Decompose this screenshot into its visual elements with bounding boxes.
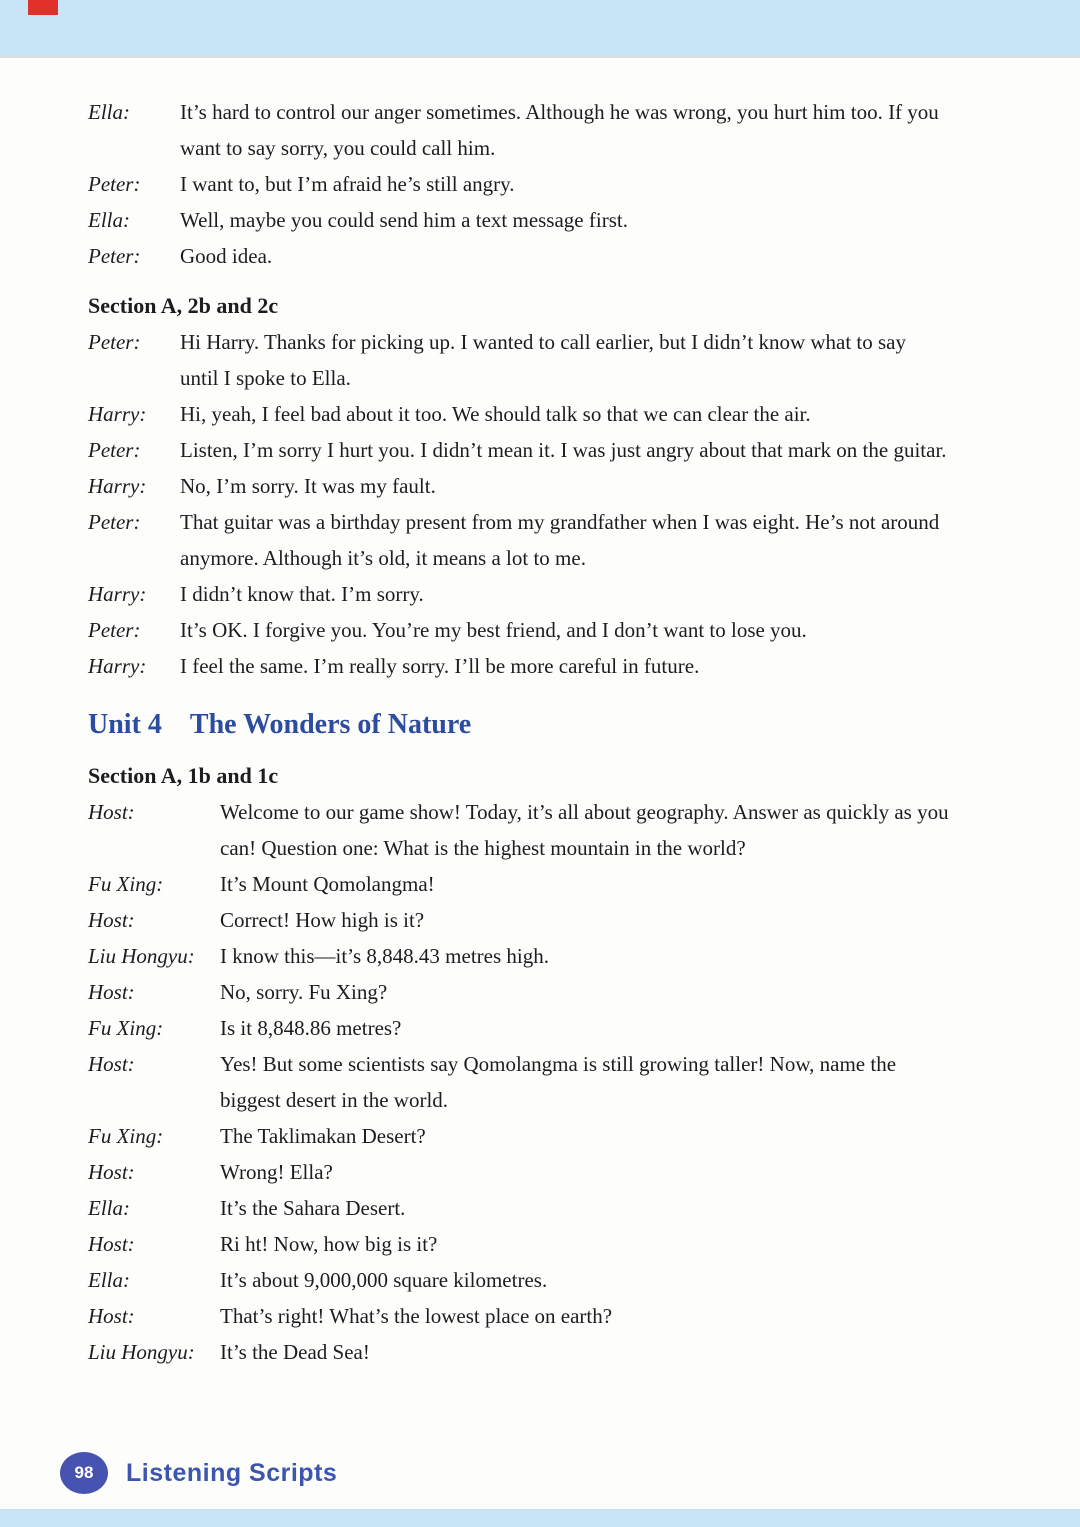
dialogue-text: I feel the same. I’m really sorry. I’ll be more careful in future. bbox=[180, 654, 700, 678]
speaker-name: Harry: bbox=[88, 582, 147, 606]
dialogue-line bbox=[88, 432, 993, 468]
speaker-name: Host: bbox=[88, 800, 135, 824]
dialogue-block bbox=[88, 324, 993, 684]
speaker-name: Fu Xing: bbox=[88, 872, 164, 896]
dialogue-line bbox=[88, 396, 993, 432]
page-footer bbox=[60, 1452, 337, 1494]
speaker-name: Ella: bbox=[88, 1268, 130, 1292]
dialogue-line bbox=[88, 612, 993, 648]
dialogue-text: It’s Mount Qomolangma! bbox=[220, 872, 435, 896]
dialogue-text: Hi Harry. Thanks for picking up. I wanted to call earlier, but I didn’t know what to say until I spoke to Ella. bbox=[180, 330, 907, 390]
speaker-name: Host: bbox=[88, 1052, 135, 1076]
dialogue-line bbox=[88, 866, 993, 902]
dialogue-line bbox=[88, 1262, 993, 1298]
footer-section-title: Listening Scripts bbox=[126, 1458, 338, 1487]
dialogue-line bbox=[88, 1118, 993, 1154]
listening-scripts-content bbox=[88, 94, 993, 1370]
dialogue-text: Listen, I’m sorry I hurt you. I didn’t mean it. I was just angry about that mark on the guitar. bbox=[180, 438, 947, 462]
dialogue-line bbox=[88, 324, 993, 396]
dialogue-line bbox=[88, 974, 993, 1010]
dialogue-text: I know this—it’s 8,848.43 metres high. bbox=[220, 944, 549, 968]
speaker-name: Peter: bbox=[88, 510, 141, 534]
speaker-name: Host: bbox=[88, 1160, 135, 1184]
speaker-name: Harry: bbox=[88, 654, 147, 678]
dialogue-text: Welcome to our game show! Today, it’s all about geography. Answer as quickly as you can! Question one: What is the highest mountain in the world? bbox=[220, 800, 949, 860]
dialogue-line bbox=[88, 238, 993, 274]
speaker-name: Host: bbox=[88, 908, 135, 932]
dialogue-line bbox=[88, 202, 993, 238]
dialogue-text: Ri ht! Now, how big is it? bbox=[220, 1232, 438, 1256]
speaker-name: Liu Hongyu: bbox=[88, 1340, 195, 1364]
dialogue-line bbox=[88, 794, 993, 866]
dialogue-line bbox=[88, 1226, 993, 1262]
dialogue-text: It’s hard to control our anger sometimes. Although he was wrong, you hurt him too. If you want to say sorry, you could call him. bbox=[180, 100, 939, 160]
red-corner-tab bbox=[28, 0, 58, 15]
section-heading: Section A, 1b and 1c bbox=[88, 763, 279, 788]
unit-number: Unit 4 bbox=[88, 709, 162, 740]
dialogue-text: It’s the Dead Sea! bbox=[220, 1340, 370, 1364]
dialogue-line bbox=[88, 1190, 993, 1226]
dialogue-line bbox=[88, 1334, 993, 1370]
speaker-name: Ella: bbox=[88, 1196, 130, 1220]
dialogue-block bbox=[88, 94, 993, 274]
dialogue-text: Is it 8,848.86 metres? bbox=[220, 1016, 402, 1040]
dialogue-line bbox=[88, 1046, 993, 1118]
unit-heading bbox=[88, 706, 993, 744]
speaker-name: Host: bbox=[88, 980, 135, 1004]
unit-title: The Wonders of Nature bbox=[189, 709, 472, 740]
speaker-name: Peter: bbox=[88, 618, 141, 642]
dialogue-text: Hi, yeah, I feel bad about it too. We should talk so that we can clear the air. bbox=[180, 402, 811, 426]
speaker-name: Peter: bbox=[88, 438, 141, 462]
speaker-name: Host: bbox=[88, 1304, 135, 1328]
section-heading: Section A, 2b and 2c bbox=[88, 293, 279, 318]
dialogue-text: No, I’m sorry. It was my fault. bbox=[180, 474, 436, 498]
speaker-name: Host: bbox=[88, 1232, 135, 1256]
dialogue-text: The Taklimakan Desert? bbox=[220, 1124, 426, 1148]
speaker-name: Harry: bbox=[88, 402, 147, 426]
dialogue-text: That’s right! What’s the lowest place on earth? bbox=[220, 1304, 613, 1328]
page-number-badge bbox=[60, 1452, 108, 1494]
dialogue-text: It’s about 9,000,000 square kilometres. bbox=[220, 1268, 548, 1292]
dialogue-text: Yes! But some scientists say Qomolangma is still growing taller! Now, name the biggest desert in the world. bbox=[220, 1052, 897, 1112]
dialogue-line bbox=[88, 576, 993, 612]
dialogue-line bbox=[88, 468, 993, 504]
speaker-name: Ella: bbox=[88, 100, 130, 124]
dialogue-text: I want to, but I’m afraid he’s still angry. bbox=[180, 172, 515, 196]
speaker-name: Fu Xing: bbox=[88, 1124, 164, 1148]
speaker-name: Liu Hongyu: bbox=[88, 944, 195, 968]
dialogue-text: It’s the Sahara Desert. bbox=[220, 1196, 406, 1220]
dialogue-text: No, sorry. Fu Xing? bbox=[220, 980, 388, 1004]
dialogue-text: It’s OK. I forgive you. You’re my best friend, and I don’t want to lose you. bbox=[180, 618, 807, 642]
dialogue-line bbox=[88, 94, 993, 166]
dialogue-block bbox=[88, 794, 993, 1370]
dialogue-text: Wrong! Ella? bbox=[220, 1160, 333, 1184]
script-blocks bbox=[88, 94, 993, 1370]
dialogue-line bbox=[88, 648, 993, 684]
dialogue-text: Well, maybe you could send him a text message first. bbox=[180, 208, 628, 232]
speaker-name: Harry: bbox=[88, 474, 147, 498]
top-band bbox=[0, 0, 1080, 56]
dialogue-text: That guitar was a birthday present from my grandfather when I was eight. He’s not around anymore. Although it’s old, it means a lot to me. bbox=[180, 510, 940, 570]
dialogue-line bbox=[88, 938, 993, 974]
dialogue-line bbox=[88, 1298, 993, 1334]
dialogue-line bbox=[88, 166, 993, 202]
speaker-name: Ella: bbox=[88, 208, 130, 232]
dialogue-text: Correct! How high is it? bbox=[220, 908, 425, 932]
speaker-name: Peter: bbox=[88, 172, 141, 196]
dialogue-text: I didn’t know that. I’m sorry. bbox=[180, 582, 424, 606]
speaker-name: Peter: bbox=[88, 330, 141, 354]
dialogue-line bbox=[88, 504, 993, 576]
dialogue-line bbox=[88, 1154, 993, 1190]
page-number: 98 bbox=[74, 1463, 94, 1482]
speaker-name: Fu Xing: bbox=[88, 1016, 164, 1040]
dialogue-line bbox=[88, 1010, 993, 1046]
dialogue-text: Good idea. bbox=[180, 244, 273, 268]
speaker-name: Peter: bbox=[88, 244, 141, 268]
dialogue-line bbox=[88, 902, 993, 938]
bottom-band bbox=[0, 1509, 1080, 1527]
